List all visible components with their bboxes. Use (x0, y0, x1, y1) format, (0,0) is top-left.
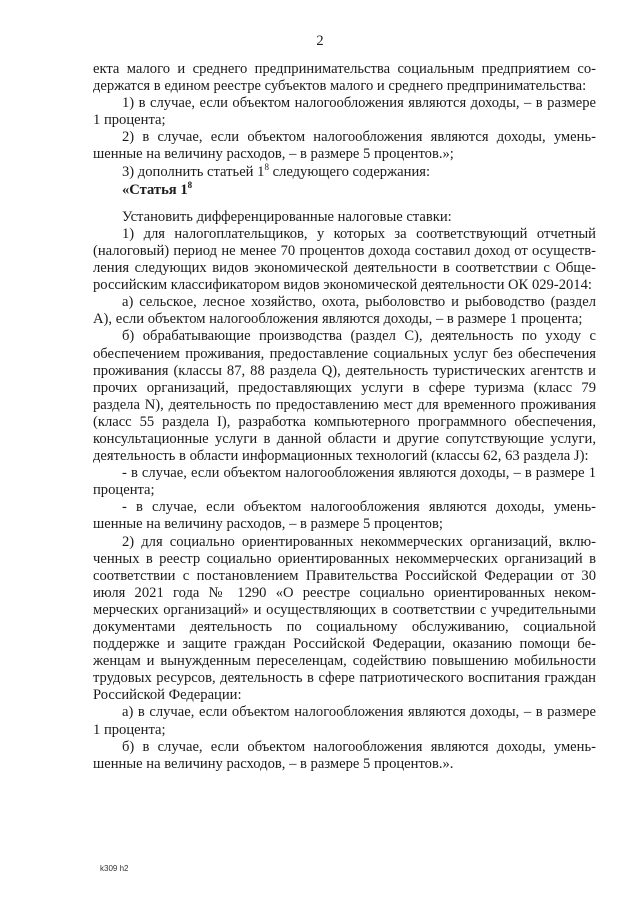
footer-code: k309 h2 (100, 864, 129, 873)
article-heading (93, 179, 596, 199)
paragraph: б) обрабатывающие производства (раздел С), деятельность по уходу с обеспечением проживания, предоставление социальных услуг без обеспечения проживания (классы 87, 88 раздела Q), деятельность туристических агентств и прочих организаций, предоставляющих услуги в сфере туризма (класс 79 раздела N), деятельность по предоставлению мест для временного проживания (класс 55 раздела I), разработка компьютерного программного обеспечения, консультационные услуги в данной области и другие сопутствующие услуги, деятельность в области информационных технологий (классы 62, 63 раздела J): (93, 328, 596, 465)
superscript: 8 (187, 179, 193, 190)
text-run: 3) дополнить статьей 1 (122, 163, 265, 180)
paragraph: - в случае, если объектом налогообложения являются доходы, уменьшенные на величину расходов, – в размере 5 процентов; (93, 499, 596, 533)
paragraph: 1) в случае, если объектом налогообложения являются доходы, – в размере 1 процента; (93, 95, 596, 129)
paragraph: Установить дифференцированные налоговые ставки: (122, 208, 452, 225)
paragraph: б) в случае, если объектом налогообложения являются доходы, уменьшенные на величину расходов, – в размере 5 процентов.». (93, 738, 596, 772)
paragraph: 1) для налогоплательщиков, у которых за соответствующий отчетный (налоговый) период не менее 70 процентов дохода составил доход от осуществления следующих видов экономической деятельности в соответствии с Общероссийским классификатором видов экономической деятельности ОК 029-2014: (93, 225, 596, 294)
paragraph: екта малого и среднего предпринимательства социальным предприятием содержатся в едином реестре субъектов малого и среднего предпринимательства: (93, 61, 596, 95)
text-run: следующего содержания: (268, 163, 431, 180)
paragraph (93, 161, 596, 181)
paragraph: а) в случае, если объектом налогообложения являются доходы, – в размере 1 процента; (93, 704, 596, 738)
paragraph: 2) в случае, если объектом налогообложения являются доходы, уменьшенные на величину расходов, – в размере 5 процентов.»; (93, 129, 596, 163)
page-number: 2 (316, 33, 324, 49)
paragraph: - в случае, если объектом налогообложения являются доходы, – в размере 1 процента; (93, 465, 596, 499)
paragraph: 2) для социально ориентированных некоммерческих организаций, включенных в реестр социально ориентированных некоммерческих организаций в соответствии с постановлением Правительства Российской Федерации от 30 июля 2021 года № 1290 «О реестре социально ориентированных некоммерческих организаций» и осуществляющих в соответствии с учредительными документами деятельность по социальному обслуживанию, социальной поддержке и защите граждан Российской Федерации, оказанию помощи беженцам и вынужденным переселенцам, содействию повышению мобильности трудовых ресурсов, деятельность в сфере патриотического воспитания граждан Российской Федерации: (93, 533, 596, 704)
paragraph: а) сельское, лесное хозяйство, охота, рыболовство и рыбоводство (раздел А), если объектом налогообложения являются доходы, – в размере 1 процента; (93, 294, 596, 328)
superscript: 8 (264, 161, 269, 172)
document-body (93, 61, 596, 773)
heading-text: «Статья 1 (122, 181, 188, 198)
